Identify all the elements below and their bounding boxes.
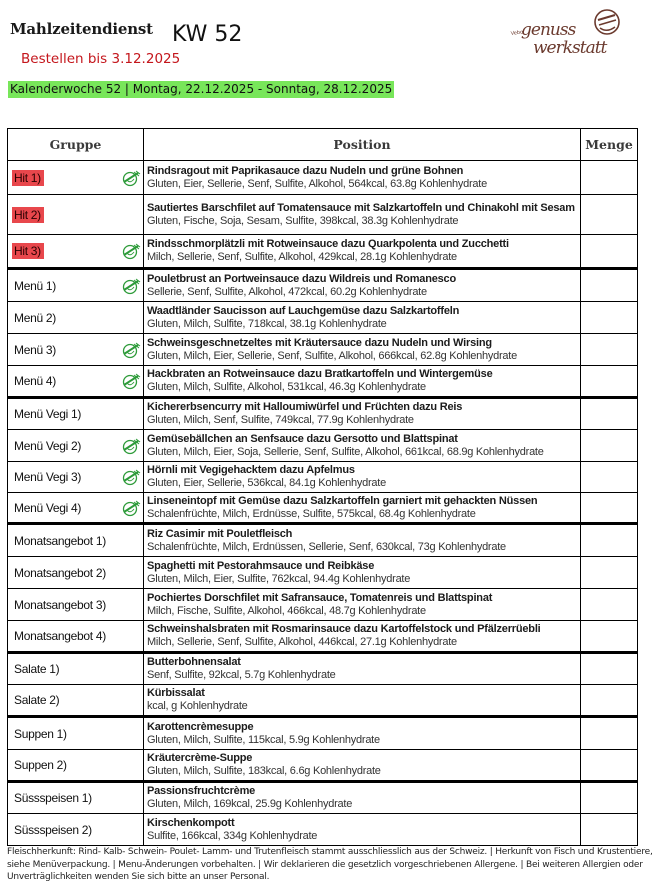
dish-allergens-nutrition: Gluten, Eier, Sellerie, Senf, Sulfite, Alkohol, 564kcal, 63.8g Kohlenhydrate bbox=[147, 177, 487, 190]
quantity-cell[interactable] bbox=[581, 269, 638, 302]
dish-name: Linseneintopf mit Gemüse dazu Salzkartoffeln garniert mit gehackten Nüssen bbox=[147, 494, 538, 507]
dish-name: Pochiertes Dorschfilet mit Safransauce, Tomatenreis und Blattspinat bbox=[147, 591, 493, 604]
position-cell bbox=[144, 195, 581, 235]
quantity-cell[interactable] bbox=[581, 302, 638, 334]
quantity-cell[interactable] bbox=[581, 782, 638, 814]
group-cell bbox=[8, 398, 144, 430]
svg-text:werkstatt: werkstatt bbox=[533, 38, 607, 58]
position-cell bbox=[144, 814, 581, 846]
position-cell bbox=[144, 430, 581, 462]
table-row bbox=[8, 653, 638, 685]
dish-name: Hackbraten an Rotweinsauce dazu Bratkartoffeln und Wintergemüse bbox=[147, 368, 493, 380]
table-row bbox=[8, 398, 638, 430]
position-cell bbox=[144, 653, 581, 685]
climate-friendly-leaf-icon bbox=[121, 371, 141, 391]
quantity-cell[interactable] bbox=[581, 685, 638, 717]
quantity-cell[interactable] bbox=[581, 161, 638, 195]
group-cell bbox=[8, 462, 144, 493]
dish-allergens-nutrition: Gluten, Milch, Sulfite, 718kcal, 38.1g Kohlenhydrate bbox=[147, 317, 387, 330]
dish-allergens-nutrition: Senf, Sulfite, 92kcal, 5.7g Kohlenhydrate bbox=[147, 669, 336, 681]
dish-allergens-nutrition: Gluten, Milch, Sulfite, Alkohol, 531kcal, 46.3g Kohlenhydrate bbox=[147, 381, 426, 393]
group-cell bbox=[8, 161, 144, 195]
table-row bbox=[8, 557, 638, 589]
group-label: Süssspeisen 2) bbox=[14, 822, 92, 837]
dish-allergens-nutrition: Gluten, Milch, 169kcal, 25.9g Kohlenhydrate bbox=[147, 798, 353, 810]
genuss-werkstatt-logo-icon bbox=[505, 5, 635, 60]
position-cell bbox=[144, 557, 581, 589]
dish-allergens-nutrition: Gluten, Milch, Eier, Sulfite, 762kcal, 94.4g Kohlenhydrate bbox=[147, 572, 411, 585]
group-label: Monatsangebot 2) bbox=[14, 565, 106, 580]
quantity-cell[interactable] bbox=[581, 653, 638, 685]
group-label: Salate 1) bbox=[14, 662, 60, 676]
table-row bbox=[8, 366, 638, 398]
group-cell bbox=[8, 589, 144, 621]
position-cell bbox=[144, 302, 581, 334]
quantity-cell[interactable] bbox=[581, 493, 638, 524]
dish-name: Kürbissalat bbox=[147, 687, 205, 699]
table-row bbox=[8, 493, 638, 524]
position-cell bbox=[144, 685, 581, 717]
table-row bbox=[8, 750, 638, 782]
dish-name: Schweinshalsbraten mit Rosmarinsauce dazu Kartoffelstock und Pfälzerrüebli bbox=[147, 623, 541, 635]
group-label: Menü 3) bbox=[14, 342, 56, 357]
group-cell bbox=[8, 814, 144, 846]
dish-allergens-nutrition: Gluten, Eier, Sellerie, 536kcal, 84.1g Kohlenhydrate bbox=[147, 477, 386, 489]
group-cell bbox=[8, 430, 144, 462]
table-row bbox=[8, 589, 638, 621]
footer-note: Fleischherkunft: Rind- Kalb- Schwein- Poulet- Lamm- und Trutenfleisch stammt ausschliesslich aus der Schweiz. | Herkunft von Fisch und Krustentiere, siehe Menüverpackung. | Menu-Änderungen vorbehalten. | Wir deklarieren die gesetzlich vorgeschriebenen Allergene. | Bei weiteren Allergien oder Unverträglichkeiten wenden Sie sich bitte an unser Personal. bbox=[7, 847, 653, 882]
dish-allergens-nutrition: Gluten, Milch, Eier, Sellerie, Senf, Sulfite, Alkohol, 666kcal, 62.8g Kohlenhydrate bbox=[147, 349, 517, 362]
quantity-cell[interactable] bbox=[581, 524, 638, 557]
group-cell bbox=[8, 195, 144, 235]
dish-name: Karottencrèmesuppe bbox=[147, 720, 254, 733]
dish-name: Kräutercrème-Suppe bbox=[147, 752, 253, 764]
dish-name: Pouletbrust an Portweinsauce dazu Wildreis und Romanesco bbox=[147, 272, 456, 285]
dish-name: Gemüsebällchen an Senfsauce dazu Gersotto und Blattspinat bbox=[147, 432, 458, 445]
position-cell bbox=[144, 269, 581, 302]
group-label: Menü 2) bbox=[14, 310, 56, 325]
quantity-cell[interactable] bbox=[581, 589, 638, 621]
table-row bbox=[8, 302, 638, 334]
dish-allergens-nutrition: Milch, Sellerie, Senf, Sulfite, Alkohol, 429kcal, 28.1g Kohlenhydrate bbox=[147, 251, 457, 263]
quantity-cell[interactable] bbox=[581, 621, 638, 653]
position-cell bbox=[144, 717, 581, 750]
group-label: Menü Vegi 4) bbox=[14, 500, 82, 515]
dish-allergens-nutrition: Gluten, Milch, Sulfite, 115kcal, 5.9g Kohlenhydrate bbox=[147, 733, 380, 746]
quantity-cell[interactable] bbox=[581, 334, 638, 366]
quantity-cell[interactable] bbox=[581, 398, 638, 430]
svg-text:Vebo: Vebo bbox=[510, 29, 524, 37]
table-row bbox=[8, 462, 638, 493]
dish-name: Waadtländer Saucisson auf Lauchgemüse dazu Salzkartoffeln bbox=[147, 304, 460, 317]
climate-friendly-leaf-icon bbox=[121, 498, 141, 518]
table-header bbox=[8, 129, 638, 161]
dish-allergens-nutrition: Sulfite, 166kcal, 334g Kohlenhydrate bbox=[147, 829, 318, 842]
group-label: Menü Vegi 2) bbox=[14, 438, 82, 453]
dish-allergens-nutrition: Schalenfrüchte, Milch, Erdnüssen, Sellerie, Senf, 630kcal, 73g Kohlenhydrate bbox=[147, 540, 506, 553]
group-cell bbox=[8, 302, 144, 334]
position-cell bbox=[144, 462, 581, 493]
quantity-cell[interactable] bbox=[581, 195, 638, 235]
table-row bbox=[8, 685, 638, 717]
position-cell bbox=[144, 161, 581, 195]
dish-allergens-nutrition: Schalenfrüchte, Milch, Erdnüsse, Sulfite, 575kcal, 68.4g Kohlenhydrate bbox=[147, 507, 476, 520]
climate-friendly-leaf-icon bbox=[121, 276, 141, 296]
group-label: Monatsangebot 4) bbox=[14, 629, 106, 643]
week-range-banner: Kalenderwoche 52 | Montag, 22.12.2025 - Sonntag, 28.12.2025 bbox=[10, 82, 393, 96]
group-cell bbox=[8, 750, 144, 782]
quantity-cell[interactable] bbox=[581, 366, 638, 398]
dish-name: Riz Casimir mit Pouletfleisch bbox=[147, 527, 293, 540]
position-cell bbox=[144, 782, 581, 814]
group-label: Hit 3) bbox=[12, 243, 44, 259]
group-cell bbox=[8, 621, 144, 653]
table-row bbox=[8, 717, 638, 750]
table-row bbox=[8, 195, 638, 235]
group-cell bbox=[8, 782, 144, 814]
group-label: Hit 1) bbox=[12, 170, 44, 186]
table-row bbox=[8, 814, 638, 846]
position-cell bbox=[144, 334, 581, 366]
group-cell bbox=[8, 653, 144, 685]
group-cell bbox=[8, 685, 144, 717]
dish-allergens-nutrition: Milch, Sellerie, Senf, Sulfite, Alkohol, 446kcal, 27.1g Kohlenhydrate bbox=[147, 636, 457, 648]
group-cell bbox=[8, 717, 144, 750]
group-label: Monatsangebot 1) bbox=[14, 533, 106, 548]
group-label: Süssspeisen 1) bbox=[14, 791, 92, 805]
logo bbox=[505, 5, 635, 60]
dish-name: Sautiertes Barschfilet auf Tomatensauce mit Salzkartoffeln und Chinakohl mit Sesam bbox=[147, 201, 575, 214]
quantity-cell[interactable] bbox=[581, 462, 638, 493]
menu-table bbox=[7, 128, 638, 846]
dish-name: Hörnli mit Vegigehacktem dazu Apfelmus bbox=[147, 464, 355, 476]
table-row bbox=[8, 235, 638, 269]
position-cell bbox=[144, 589, 581, 621]
group-label: Menü 1) bbox=[14, 278, 56, 293]
dish-name: Schweinsgeschnetzeltes mit Kräutersauce dazu Nudeln und Wirsing bbox=[147, 336, 492, 349]
table-row bbox=[8, 334, 638, 366]
quantity-cell[interactable] bbox=[581, 814, 638, 846]
dish-name: Spaghetti mit Pestorahmsauce und Reibkäse bbox=[147, 559, 375, 572]
dish-name: Rindsschmorplätzli mit Rotweinsauce dazu Quarkpolenta und Zucchetti bbox=[147, 238, 509, 250]
group-label: Menü Vegi 3) bbox=[14, 470, 82, 484]
column-header-position: Position bbox=[144, 129, 581, 161]
dish-allergens-nutrition: Gluten, Milch, Eier, Soja, Sellerie, Senf, Sulfite, Alkohol, 661kcal, 68.9g Kohlenhydrate bbox=[147, 445, 544, 458]
position-cell bbox=[144, 366, 581, 398]
column-header-menge: Menge bbox=[581, 129, 638, 161]
position-cell bbox=[144, 524, 581, 557]
quantity-cell[interactable] bbox=[581, 235, 638, 269]
group-label: Monatsangebot 3) bbox=[14, 597, 106, 612]
group-label: Suppen 2) bbox=[14, 758, 67, 772]
table-row bbox=[8, 524, 638, 557]
position-cell bbox=[144, 493, 581, 524]
position-cell bbox=[144, 750, 581, 782]
climate-friendly-leaf-icon bbox=[121, 436, 141, 456]
dish-name: Kichererbsencurry mit Halloumiwürfel und Früchten dazu Reis bbox=[147, 401, 463, 413]
dish-allergens-nutrition: Milch, Fische, Sulfite, Alkohol, 466kcal, 48.7g Kohlenhydrate bbox=[147, 604, 426, 617]
svg-text:genuss: genuss bbox=[521, 20, 576, 40]
dish-allergens-nutrition: Gluten, Milch, Sulfite, 183kcal, 6.6g Kohlenhydrate bbox=[147, 765, 381, 777]
dish-name: Passionsfruchtcrème bbox=[147, 785, 256, 797]
quantity-cell[interactable] bbox=[581, 750, 638, 782]
group-cell bbox=[8, 557, 144, 589]
climate-friendly-leaf-icon bbox=[121, 340, 141, 360]
position-cell bbox=[144, 398, 581, 430]
group-cell bbox=[8, 493, 144, 524]
dish-name: Butterbohnensalat bbox=[147, 656, 241, 668]
quantity-cell[interactable] bbox=[581, 557, 638, 589]
group-cell bbox=[8, 334, 144, 366]
climate-friendly-leaf-icon bbox=[121, 241, 141, 261]
dish-name: Rindsragout mit Paprikasauce dazu Nudeln und grüne Bohnen bbox=[147, 164, 464, 177]
dish-allergens-nutrition: Sellerie, Senf, Sulfite, Alkohol, 472kcal, 60.2g Kohlenhydrate bbox=[147, 285, 427, 298]
quantity-cell[interactable] bbox=[581, 717, 638, 750]
week-number: KW 52 bbox=[172, 22, 243, 47]
dish-name: Kirschenkompott bbox=[147, 816, 235, 829]
group-label: Hit 2) bbox=[12, 207, 44, 223]
group-label: Menü Vegi 1) bbox=[14, 407, 82, 421]
table-row bbox=[8, 161, 638, 195]
group-cell bbox=[8, 524, 144, 557]
group-cell bbox=[8, 235, 144, 269]
position-cell bbox=[144, 621, 581, 653]
group-label: Menü 4) bbox=[14, 374, 56, 388]
quantity-cell[interactable] bbox=[581, 430, 638, 462]
table-row bbox=[8, 782, 638, 814]
order-deadline: Bestellen bis 3.12.2025 bbox=[21, 51, 181, 67]
table-row bbox=[8, 269, 638, 302]
dish-allergens-nutrition: kcal, g Kohlenhydrate bbox=[147, 700, 248, 712]
position-cell bbox=[144, 235, 581, 269]
page-title: Mahlzeitendienst bbox=[10, 20, 153, 38]
climate-friendly-leaf-icon bbox=[121, 168, 141, 188]
climate-friendly-leaf-icon bbox=[121, 467, 141, 487]
group-label: Salate 2) bbox=[14, 693, 60, 707]
dish-allergens-nutrition: Gluten, Fische, Soja, Sesam, Sulfite, 398kcal, 38.3g Kohlenhydrate bbox=[147, 214, 459, 227]
column-header-gruppe: Gruppe bbox=[8, 129, 144, 161]
table-row bbox=[8, 621, 638, 653]
group-cell bbox=[8, 366, 144, 398]
table-row bbox=[8, 430, 638, 462]
dish-allergens-nutrition: Gluten, Milch, Senf, Sulfite, 749kcal, 77.9g Kohlenhydrate bbox=[147, 414, 414, 426]
group-label: Suppen 1) bbox=[14, 726, 67, 741]
group-cell bbox=[8, 269, 144, 302]
